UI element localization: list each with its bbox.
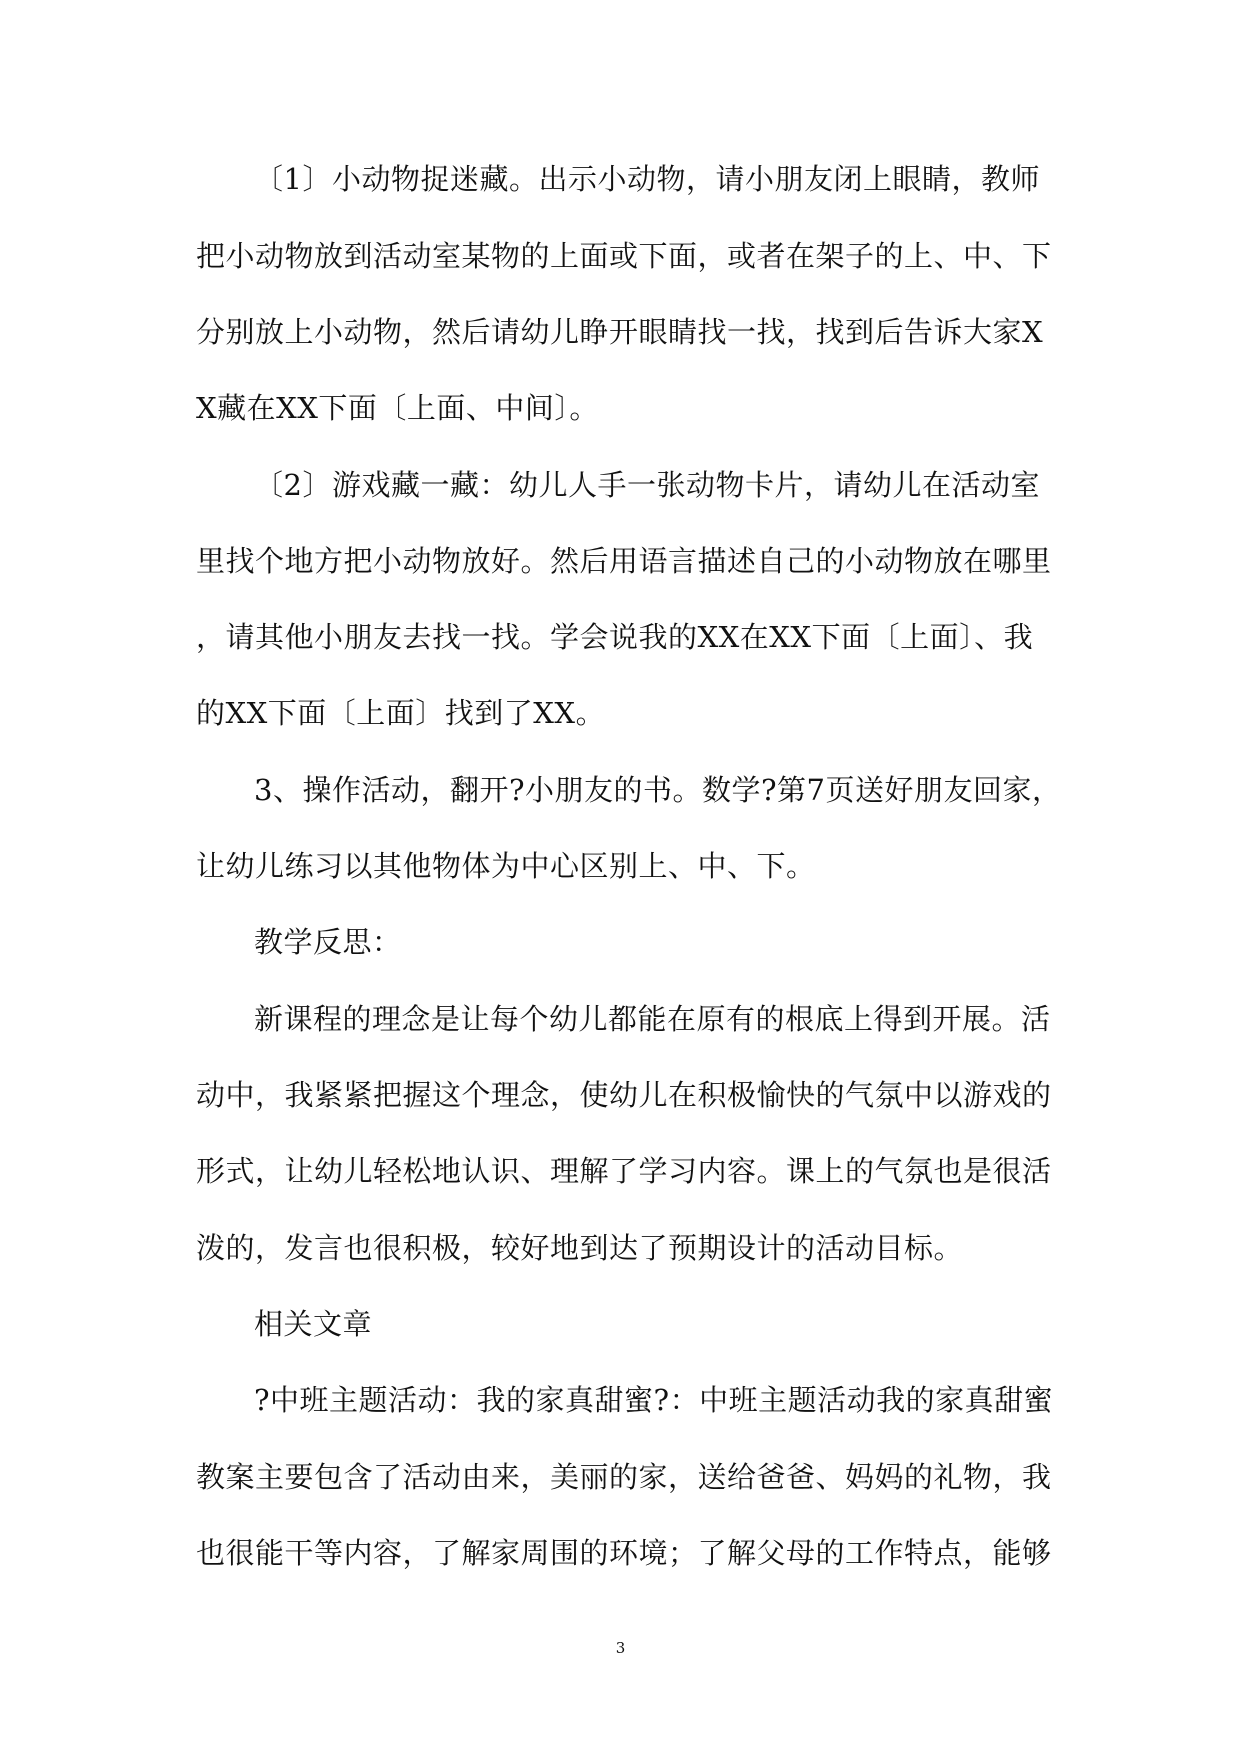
text-line-9: 3、操作活动，翻开?小朋友的书。数学?第7页送好朋友回家，	[254, 773, 1062, 807]
text-line-12: 新课程的理念是让每个幼儿都能在原有的根底上得到开展。活	[254, 1002, 1051, 1036]
text-line-6: 里找个地方把小动物放好。然后用语言描述自己的小动物放在哪里	[196, 544, 1052, 578]
section-heading-reflection: 教学反思：	[254, 925, 402, 959]
text-line-1: 〔1〕小动物捉迷藏。出示小动物，请小朋友闭上眼睛，教师	[254, 162, 1040, 196]
text-line-14: 形式，让幼儿轻松地认识、理解了学习内容。课上的气氛也是很活	[196, 1154, 1052, 1188]
text-line-10: 让幼儿练习以其他物体为中心区别上、中、下。	[196, 849, 816, 883]
text-line-5: 〔2〕游戏藏一藏：幼儿人手一张动物卡片，请幼儿在活动室	[254, 468, 1040, 502]
text-line-15: 泼的，发言也很积极，较好地到达了预期设计的活动目标。	[196, 1231, 964, 1265]
text-line-4: X藏在XX下面〔上面、中间〕。	[196, 391, 599, 425]
text-line-3: 分别放上小动物，然后请幼儿睁开眼睛找一找，找到后告诉大家X	[196, 315, 1044, 349]
text-line-18: 教案主要包含了活动由来，美丽的家，送给爸爸、妈妈的礼物，我	[196, 1460, 1052, 1494]
section-heading-related: 相关文章	[254, 1307, 373, 1341]
text-line-8: 的XX下面〔上面〕找到了XX。	[196, 696, 606, 730]
text-line-13: 动中，我紧紧把握这个理念，使幼儿在积极愉快的气氛中以游戏的	[196, 1078, 1052, 1112]
text-line-7: ，请其他小朋友去找一找。学会说我的XX在XX下面〔上面〕、我	[196, 620, 1034, 654]
page-number: 3	[615, 1639, 626, 1657]
text-line-19: 也很能干等内容，了解家周围的环境；了解父母的工作特点，能够	[196, 1536, 1052, 1570]
text-line-2: 把小动物放到活动室某物的上面或下面，或者在架子的上、中、下	[196, 239, 1052, 273]
related-article-link[interactable]: ?中班主题活动：我的家真甜蜜?：中班主题活动我的家真甜蜜	[254, 1383, 1054, 1417]
